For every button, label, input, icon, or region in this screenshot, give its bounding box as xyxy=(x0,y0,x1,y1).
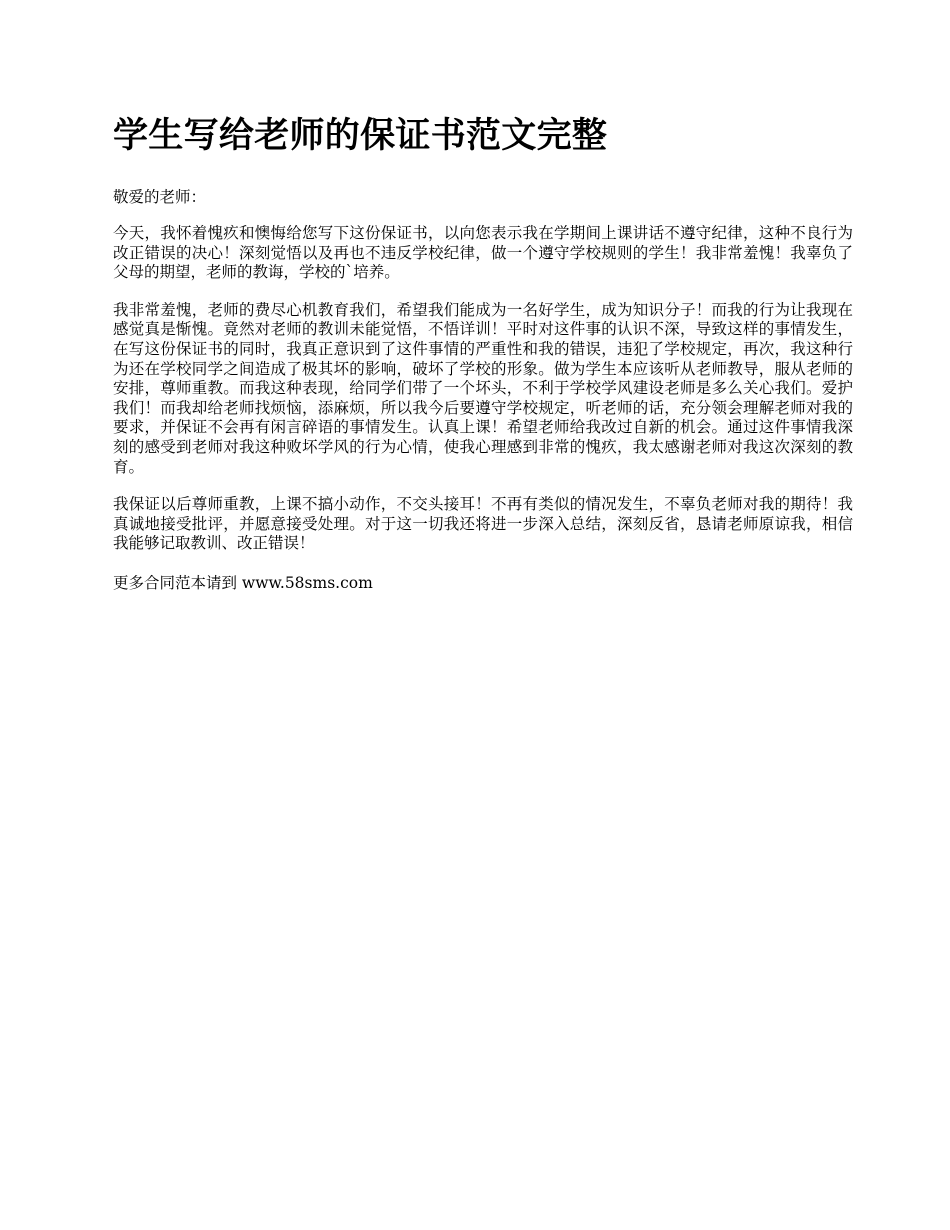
footer-link-text: 更多合同范本请到 www.58sms.com xyxy=(113,573,373,592)
greeting-line: 敬爱的老师： xyxy=(113,188,207,206)
document-title: 学生写给老师的保证书范文完整 xyxy=(113,116,608,156)
document-page xyxy=(113,112,853,594)
paragraph-1: 今天，我怀着愧疚和懊悔给您写下这份保证书，以向您表示我在学期间上课讲话不遵守纪律，这种不良行为改正错误的决心！深刻觉悟以及再也不违反学校纪律，做一个遵守学校规则的学生！我非常羞愧！我辜负了父母的期望，老师的教诲，学校的`培养。 xyxy=(113,224,853,282)
paragraph-3: 我保证以后尊师重教，上课不搞小动作，不交头接耳！不再有类似的情况发生，不辜负老师对我的期待！我真诚地接受批评，并愿意接受处理。对于这一切我还将进一步深入总结，深刻反省，恳请老师原谅我，相信我能够记取教训、改正错误！ xyxy=(113,495,853,553)
paragraph-2: 我非常羞愧，老师的费尽心机教育我们，希望我们能成为一名好学生，成为知识分子！而我的行为让我现在感觉真是惭愧。竟然对老师的教训未能觉悟，不悟详训！平时对这件事的认识不深，导致这样的事情发生，在写这份保证书的同时，我真正意识到了这件事情的严重性和我的错误，违犯了学校规定，再次，我这种行为还在学校同学之间造成了极其坏的影响，破坏了学校的形象。做为学生本应该听从老师教导，服从老师的安排，尊师重教。而我这种表现，给同学们带了一个坏头，不利于学校学风建设老师是多么关心我们。爱护我们！而我却给老师找烦恼，添麻烦，所以我今后要遵守学校规定，听老师的话，充分领会理解老师对我的要求，并保证不会再有闲言碎语的事情发生。认真上课！希望老师给我改过自新的机会。通过这件事情我深刻的感受到老师对我这种败坏学风的行为心情，使我心理感到非常的愧疚，我太感谢老师对我这次深刻的教育。 xyxy=(113,300,853,476)
